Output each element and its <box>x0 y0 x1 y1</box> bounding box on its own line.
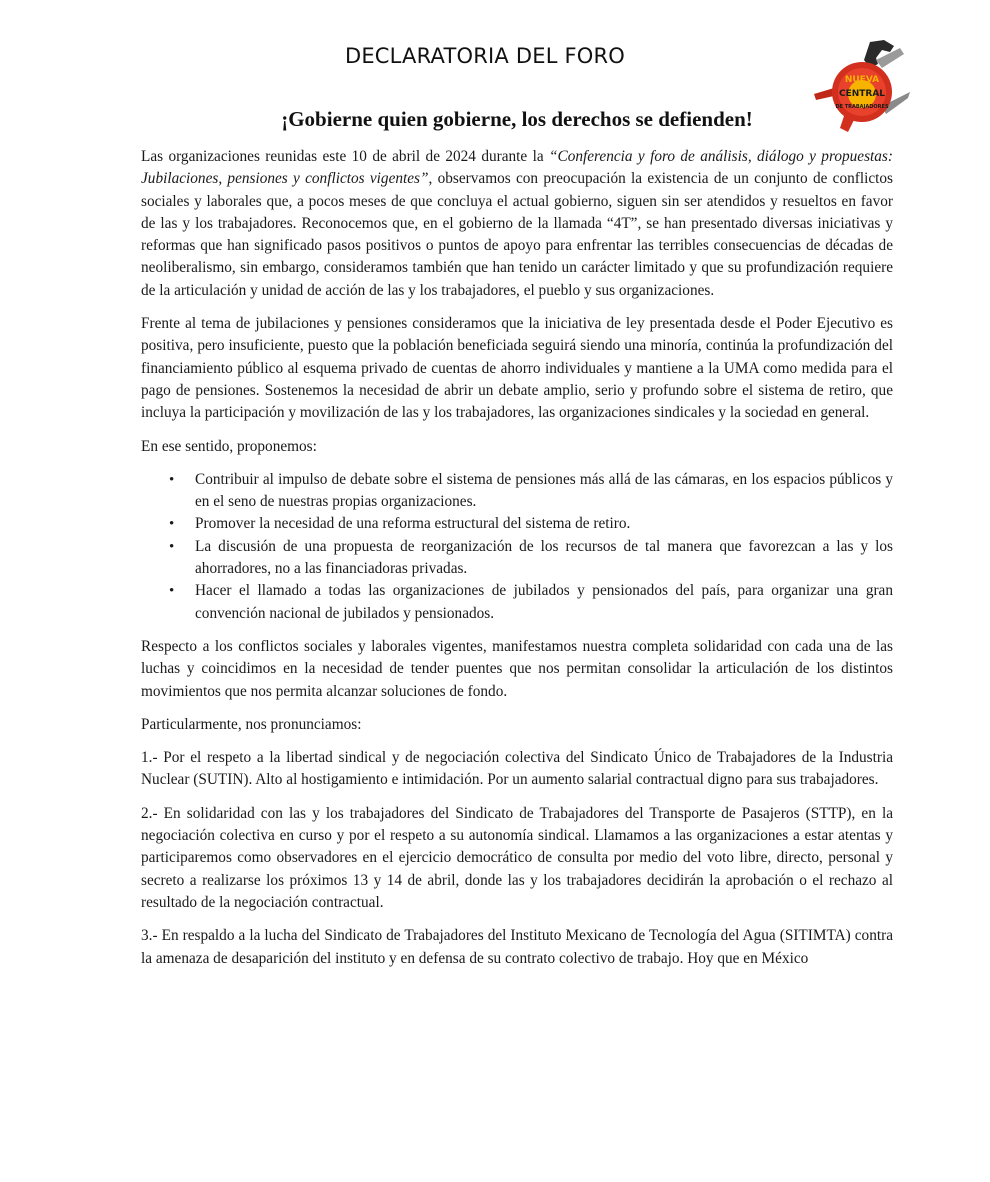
intro-text-a: Las organizaciones reunidas este 10 de abril de 2024 durante la <box>141 148 549 165</box>
paragraph-sttp: 2.- En solidaridad con las y los trabajadores del Sindicato de Trabajadores del Transporte de Pasajeros (STTP), en la negociación colectiva en curso y por el respeto a su autonomía sindical. Llamamos a las organizaciones a estar atentas y participaremos como observadores en el ejercicio democrático de consulta por medio del voto libre, directo, personal y secreto a realizarse los próximos 13 y 14 de abril, donde las y los trabajadores decidirán la aprobación o el rechazo al resultado de la negociación contractual. <box>141 804 893 911</box>
paragraph-proposals-intro: En ese sentido, proponemos: <box>141 437 317 455</box>
logo-top-text: NUEVA <box>844 75 880 85</box>
list-item: • Promover la necesidad de una reforma estructural del sistema de retiro. <box>195 513 893 535</box>
conference-title: “Conferencia y foro de análisis, diálogo y propuestas: Jubilaciones, pensiones y conflictos vigentes” <box>141 148 893 188</box>
paragraph-pensions: Frente al tema de jubilaciones y pensiones consideramos que la iniciativa de ley presentada desde el Poder Ejecutivo es positiva, pero insuficiente, puesto que la población beneficiada seguirá siendo una minoría, continúa la profundización del financiamiento público al esquema privado de cuentas de ahorro individuales y mantiene a la UMA como medida para el pago de pensiones. Sostenemos la necesidad de abrir un debate amplio, serio y profundo sobre el sistema de retiro, que incluya la participación y movilización de las y los trabajadores, las organizaciones sindicales y la sociedad en general. <box>141 315 893 422</box>
list-item: • Contribuir al impulso de debate sobre el sistema de pensiones más allá de las cámaras, en los espacios públicos y en el seno de nuestras propias organizaciones. <box>195 469 893 514</box>
paragraph-sitimta: 3.- En respaldo a la lucha del Sindicato de Trabajadores del Instituto Mexicano de Tecnología del Agua (SITIMTA) contra la amenaza de desaparición del instituto y en defensa de su contrato colectivo de trabajo. Hoy que en México <box>141 927 893 967</box>
paragraph-sutin: 1.- Por el respeto a la libertad sindical y de negociación colectiva del Sindicato Único de Trabajadores de la Industria Nuclear (SUTIN). Alto al hostigamiento e intimidación. Por un aumento salarial contractual digno para sus trabajadores. <box>141 749 893 789</box>
intro-text-b: , observamos con preocupación la existencia de un conjunto de conflictos sociales y laborales que, a pocos meses de que concluya el actual gobierno, siguen sin ser atendidos y resueltos en favor de las y los trabajadores. Reconocemos que, en el gobierno de la llamada “4T”, se han presentado diversas iniciativas y reformas que han significado pasos positivos o puntos de apoyo para enfrentar las terribles consecuencias de décadas de neoliberalismo, sin embargo, consideramos también que han tenido un carácter limitado y que su profundización requiere de la articulación y unidad de acción de las y los trabajadores, el pueblo y sus organizaciones. <box>141 170 893 299</box>
logo-middle-text: CENTRAL <box>838 89 886 99</box>
document-title: DECLARATORIA DEL FORO <box>344 44 626 68</box>
list-item: • Hacer el llamado a todas las organizaciones de jubilados y pensionados del país, para organizar una gran convención nacional de jubilados y pensionados. <box>195 580 893 625</box>
proposals-list <box>141 469 893 625</box>
document-subtitle: ¡Gobierne quien gobierne, los derechos se defienden! <box>281 107 753 131</box>
list-item: • La discusión de una propuesta de reorganización de los recursos de tal manera que favorezcan a las y los ahorradores, no a las financiadoras privadas. <box>195 536 893 581</box>
paragraph-intro <box>141 146 893 302</box>
paragraph-solidarity: Respecto a los conflictos sociales y laborales vigentes, manifestamos nuestra completa solidaridad con cada una de las luchas y coincidimos en la necesidad de tender puentes que nos permitan consolidar la articulación de los distintos movimientos que nos permita alcanzar soluciones de fondo. <box>141 637 893 700</box>
logo-bottom-text: DE TRABAJADORES <box>835 104 889 110</box>
document-body <box>141 146 893 981</box>
paragraph-pronouncements-intro: Particularmente, nos pronunciamos: <box>141 715 362 733</box>
